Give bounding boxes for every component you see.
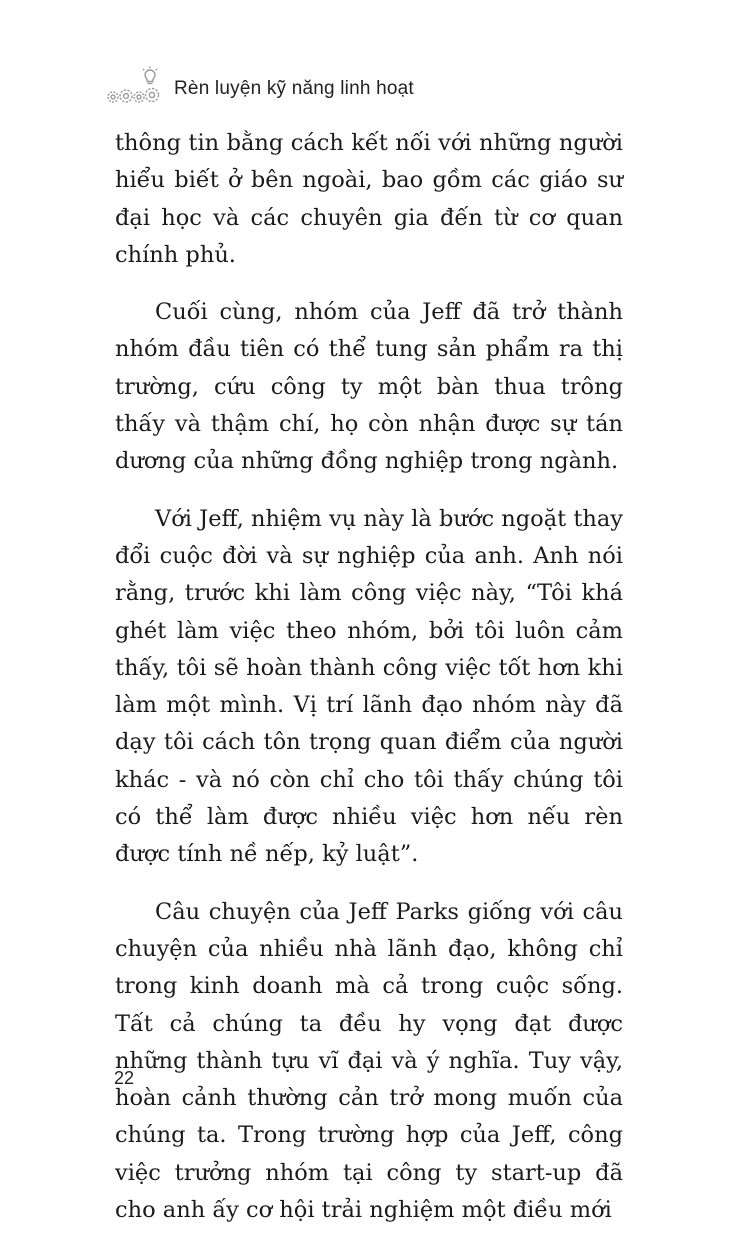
paragraph-4: Câu chuyện của Jeff Parks giống với câu chuyện của nhiều nhà lãnh đạo, không chỉ trong kinh doanh mà cả trong cuộc sống. Tất cả chúng ta đều hy vọng đạt được những thành tựu vĩ đại và ý nghĩa. Tuy vậy, hoàn cảnh thường cản trở mong muốn của chúng ta. Trong trường hợp của Jeff, công việc trưởng nhóm tại công ty start-up đã cho anh ấy cơ hội trải nghiệm một điều mới [115, 898, 623, 1224]
paragraph-2: Cuối cùng, nhóm của Jeff đã trở thành nhóm đầu tiên có thể tung sản phẩm ra thị trường, cứu công ty một bàn thua trông thấy và thậm chí, họ còn nhận được sự tán dương của những đồng nghiệp trong ngành. [115, 299, 623, 475]
paragraph-1: thông tin bằng cách kết nối với những người hiểu biết ở bên ngoài, bao gồm các giáo sư đại học và các chuyên gia đến từ cơ quan chính phủ. [115, 130, 623, 268]
running-header [104, 66, 414, 106]
page-body [115, 125, 623, 1249]
gears-lightbulb-icon [104, 66, 166, 106]
paragraph-3: Với Jeff, nhiệm vụ này là bước ngoặt thay đổi cuộc đời và sự nghiệp của anh. Anh nói rằng, trước khi làm công việc này, “Tôi khá ghét làm việc theo nhóm, bởi tôi luôn cảm thấy, tôi sẽ hoàn thành công việc tốt hơn khi làm một mình. Vị trí lãnh đạo nhóm này đã dạy tôi cách tôn trọng quan điểm của người khác - và nó còn chỉ cho tôi thấy chúng tôi có thể làm được nhiều việc hơn nếu rèn được tính nề nếp, kỷ luật”. [115, 505, 623, 868]
running-title: Rèn luyện kỹ năng linh hoạt [174, 78, 414, 99]
page-number: 22 [114, 1068, 135, 1088]
